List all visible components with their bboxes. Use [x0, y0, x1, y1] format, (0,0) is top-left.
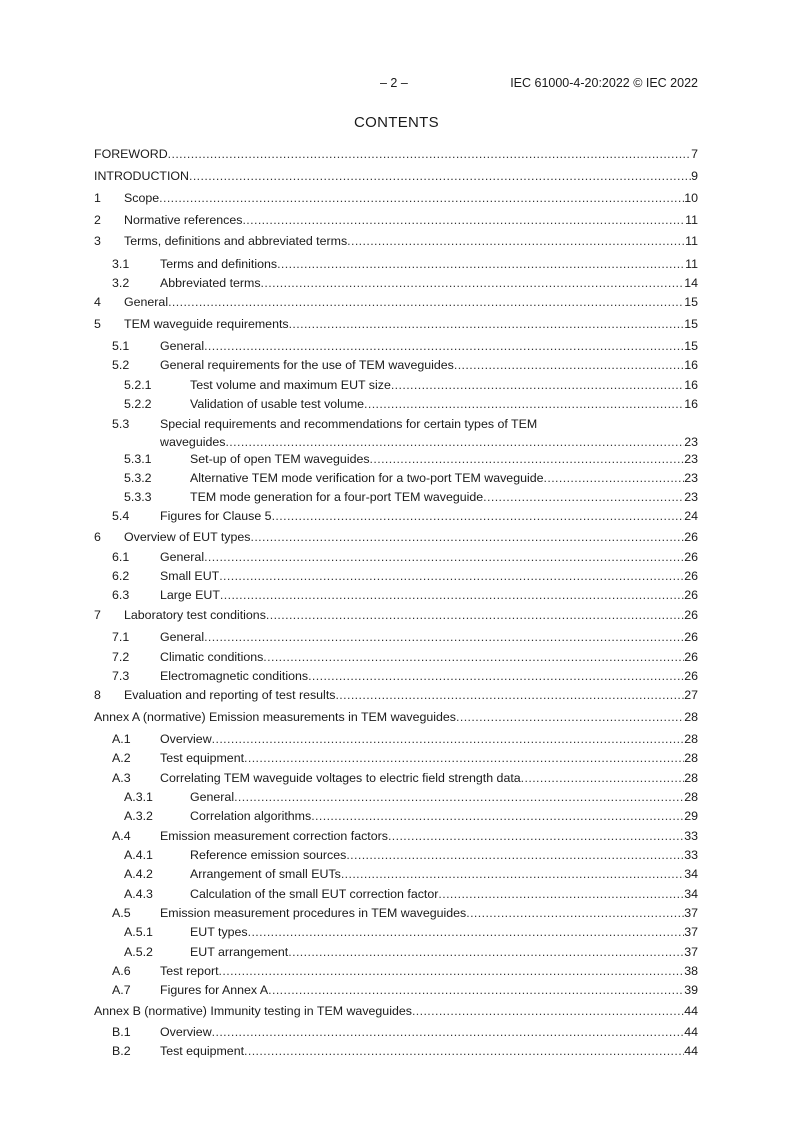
dot-leader	[248, 924, 685, 940]
toc-entry[interactable]	[94, 944, 698, 960]
toc-entry-number: 4	[94, 295, 101, 309]
toc-entry-title: Correlating TEM waveguide voltages to electric field strength data	[160, 771, 521, 785]
toc-entry[interactable]	[94, 190, 698, 206]
toc-entry-number: 7.3	[112, 669, 130, 683]
toc-entry-number: A.7	[112, 983, 131, 997]
dot-leader	[346, 847, 684, 863]
toc-entry-page: 23	[684, 452, 698, 466]
toc-entry-page: 26	[684, 588, 698, 602]
dot-leader	[204, 629, 684, 645]
toc-entry-title: TEM waveguide requirements	[124, 317, 289, 331]
toc-entry-page: 33	[684, 848, 698, 862]
toc-entry-number: 5.2.2	[124, 397, 152, 411]
toc-entry-number: A.4.3	[124, 887, 153, 901]
toc-entry-page: 26	[684, 650, 698, 664]
toc-entry-number: 3.2	[112, 276, 130, 290]
dot-leader	[364, 396, 684, 412]
toc-entry-title: Test volume and maximum EUT size	[190, 378, 391, 392]
toc-entry-page: 44	[684, 1004, 698, 1018]
toc-entry-page: 33	[684, 829, 698, 843]
toc-entry[interactable]	[94, 470, 698, 486]
toc-entry-page: 37	[684, 945, 698, 959]
toc-entry-title: Test equipment	[160, 751, 245, 765]
dot-leader	[347, 233, 685, 249]
toc-entry-title: TEM mode generation for a four-port TEM waveguide	[190, 490, 484, 504]
toc-entry-title: General	[160, 550, 205, 564]
toc-entry[interactable]	[94, 731, 698, 747]
toc-entry[interactable]	[94, 982, 698, 998]
toc-entry[interactable]	[94, 233, 698, 249]
dot-leader	[225, 434, 684, 450]
toc-entry-title: General	[160, 339, 205, 353]
toc-entry-title: Climatic conditions	[160, 650, 264, 664]
toc-entry-page: 15	[684, 317, 698, 331]
toc-entry-number: A.2	[112, 751, 131, 765]
toc-entry-title: Correlation algorithms	[190, 809, 312, 823]
dot-leader	[391, 377, 684, 393]
toc-entry[interactable]	[94, 1024, 698, 1040]
toc-entry-title: Test equipment	[160, 1044, 245, 1058]
toc-entry-title: General requirements for the use of TEM waveguides	[160, 358, 454, 372]
toc-entry-title: EUT types	[190, 925, 248, 939]
toc-entry-number: 3.1	[112, 257, 130, 271]
toc-entry-number: 6.3	[112, 588, 130, 602]
dot-leader	[204, 549, 684, 565]
dot-leader	[335, 687, 684, 703]
dot-leader	[311, 808, 684, 824]
document-id: IEC 61000-4-20:2022 © IEC 2022	[510, 76, 698, 90]
toc-entry-page: 16	[684, 358, 698, 372]
toc-entry-title: Special requirements and recommendations for certain types of TEM	[160, 417, 538, 431]
dot-leader	[483, 489, 684, 505]
toc-entry-page: 34	[684, 887, 698, 901]
toc-entry-number: 5.3.2	[124, 471, 152, 485]
dot-leader	[388, 828, 684, 844]
toc-entry-number: 2	[94, 213, 101, 227]
toc-entry-page: 23	[684, 490, 698, 504]
toc-entry-page: 27	[684, 688, 698, 702]
dot-leader	[412, 1003, 684, 1019]
toc-entry-title: Figures for Clause 5	[160, 509, 272, 523]
toc-entry-page: 28	[684, 751, 698, 765]
toc-entry-page: 11	[685, 257, 698, 271]
toc-entry-title: Terms, definitions and abbreviated terms	[124, 234, 348, 248]
toc-entry-title: Laboratory test conditions	[124, 608, 266, 622]
toc-entry-number: B.1	[112, 1025, 131, 1039]
toc-entry[interactable]	[94, 451, 698, 467]
toc-entry[interactable]	[94, 357, 698, 373]
dot-leader	[456, 709, 684, 725]
toc-entry-number: 6.2	[112, 569, 130, 583]
toc-entry-title: Test report	[160, 964, 219, 978]
dot-leader	[212, 1024, 685, 1040]
dot-leader	[266, 607, 684, 623]
dot-leader	[466, 905, 684, 921]
toc-entry-page: 38	[684, 964, 698, 978]
toc-entry-title: Electromagnetic conditions	[160, 669, 309, 683]
toc-entry[interactable]	[94, 275, 698, 291]
toc-entry[interactable]	[94, 808, 698, 824]
toc-entry-page: 14	[684, 276, 698, 290]
toc-entry[interactable]	[94, 924, 698, 940]
toc-entry[interactable]	[94, 508, 698, 524]
toc-entry-page: 15	[684, 295, 698, 309]
dot-leader	[454, 357, 684, 373]
toc-entry-number: A.3.2	[124, 809, 153, 823]
toc-entry-page: 23	[684, 435, 698, 449]
toc-entry-number: A.6	[112, 964, 131, 978]
toc-entry-number: A.3	[112, 771, 131, 785]
toc-entry-page: 16	[684, 397, 698, 411]
toc-entry-page: 26	[684, 630, 698, 644]
toc-entry-page: 26	[684, 550, 698, 564]
toc-entry-number: 3	[94, 234, 101, 248]
dot-leader	[288, 944, 684, 960]
dot-leader	[521, 770, 685, 786]
toc-entry-number: 5	[94, 317, 101, 331]
dot-leader	[189, 168, 691, 184]
toc-entry-page: 34	[684, 867, 698, 881]
toc-entry-number: 8	[94, 688, 101, 702]
toc-entry-page: 44	[684, 1044, 698, 1058]
toc-entry-title: Annex A (normative) Emission measurements in TEM waveguides	[94, 710, 457, 724]
toc-entry[interactable]	[94, 1043, 698, 1059]
toc-entry[interactable]	[94, 607, 698, 623]
toc-entry[interactable]	[94, 489, 698, 505]
toc-entry-page: 9	[691, 169, 698, 183]
toc-entry[interactable]	[94, 568, 698, 584]
toc-entry[interactable]	[94, 668, 698, 684]
toc-entry-page: 11	[685, 234, 698, 248]
dot-leader	[234, 789, 684, 805]
toc-entry-page: 28	[684, 771, 698, 785]
toc-entry-page: 23	[684, 471, 698, 485]
toc-entry-number: 5.4	[112, 509, 130, 523]
toc-entry-title: Terms and definitions	[160, 257, 278, 271]
toc-entry-title: General	[190, 790, 235, 804]
toc-entry-title: Validation of usable test volume	[190, 397, 365, 411]
toc-entry-page: 28	[684, 732, 698, 746]
toc-entry-number: B.2	[112, 1044, 131, 1058]
toc-entry-number: 5.3	[112, 417, 130, 431]
toc-entry-page: 7	[691, 147, 698, 161]
toc-entry[interactable]	[94, 256, 698, 272]
toc-entry-title: Overview	[160, 732, 212, 746]
toc-entry-page: 10	[684, 191, 698, 205]
dot-leader	[168, 146, 691, 162]
toc-entry-number: 5.3.1	[124, 452, 152, 466]
toc-entry-number: 7.1	[112, 630, 130, 644]
toc-entry-title-continued: waveguides	[160, 435, 226, 449]
dot-leader	[250, 529, 684, 545]
toc-entry[interactable]	[94, 396, 698, 412]
toc-entry-title: Small EUT	[160, 569, 220, 583]
toc-entry[interactable]	[94, 886, 698, 902]
toc-entry[interactable]	[94, 687, 698, 703]
toc-entry-number: A.1	[112, 732, 131, 746]
toc-entry-number: A.3.1	[124, 790, 153, 804]
toc-entry-title: General	[124, 295, 169, 309]
toc-entry-title: Abbreviated terms	[160, 276, 261, 290]
toc-entry-page: 26	[684, 530, 698, 544]
dot-leader	[244, 750, 684, 766]
toc-entry-title: FOREWORD	[94, 147, 168, 161]
dot-leader	[244, 1043, 684, 1059]
toc-entry[interactable]	[94, 750, 698, 766]
toc-entry-page: 39	[684, 983, 698, 997]
toc-entry[interactable]	[94, 905, 698, 921]
toc-entry-number: A.4.2	[124, 867, 153, 881]
dot-leader	[212, 731, 685, 747]
toc-entry-title: Annex B (normative) Immunity testing in TEM waveguides	[94, 1004, 412, 1018]
dot-leader	[242, 212, 685, 228]
toc-entry[interactable]	[94, 549, 698, 565]
toc-entry-number: 5.3.3	[124, 490, 152, 504]
toc-entry-page: 26	[684, 569, 698, 583]
toc-entry-number: 6	[94, 530, 101, 544]
toc-entry-number: A.5	[112, 906, 131, 920]
toc-entry-number: A.4.1	[124, 848, 153, 862]
toc-entry[interactable]	[94, 629, 698, 645]
toc-entry-number: 1	[94, 191, 101, 205]
dot-leader	[263, 649, 684, 665]
toc-entry-number: 5.2.1	[124, 378, 152, 392]
toc-entry-page: 24	[684, 509, 698, 523]
toc-entry[interactable]	[94, 529, 698, 545]
toc-entry[interactable]	[94, 866, 698, 882]
toc-entry[interactable]	[94, 294, 698, 310]
toc-entry-page: 28	[684, 790, 698, 804]
dot-leader	[204, 338, 684, 354]
toc-entry-title: INTRODUCTION	[94, 169, 189, 183]
dot-leader	[219, 568, 684, 584]
toc-entry-title: Overview of EUT types	[124, 530, 251, 544]
page-number: – 2 –	[380, 76, 408, 90]
dot-leader	[289, 316, 685, 332]
toc-entry[interactable]	[94, 338, 698, 354]
dot-leader	[220, 587, 684, 603]
toc-entry-number: A.4	[112, 829, 131, 843]
dot-leader	[168, 294, 684, 310]
toc-entry-title: Arrangement of small EUTs	[190, 867, 341, 881]
dot-leader	[308, 668, 684, 684]
toc-entry-title: Scope	[124, 191, 160, 205]
toc-entry-number: 5.2	[112, 358, 130, 372]
dot-leader	[272, 508, 685, 524]
toc-entry-title: Normative references	[124, 213, 243, 227]
toc-entry[interactable]	[94, 770, 698, 786]
dot-leader	[370, 451, 685, 467]
toc-entry[interactable]	[94, 212, 698, 228]
dot-leader	[159, 190, 684, 206]
toc-entry-page: 44	[684, 1025, 698, 1039]
toc-entry-title: EUT arrangement	[190, 945, 289, 959]
toc-entry-title: Alternative TEM mode verification for a two-port TEM waveguide	[190, 471, 544, 485]
toc-entry-title: Emission measurement correction factors	[160, 829, 388, 843]
toc-entry-page: 37	[684, 925, 698, 939]
page-title: CONTENTS	[354, 114, 439, 131]
dot-leader	[268, 982, 684, 998]
toc-entry-page: 26	[684, 669, 698, 683]
toc-entry-title: Figures for Annex A	[160, 983, 269, 997]
toc-entry[interactable]	[94, 847, 698, 863]
toc-entry-title: Set-up of open TEM waveguides	[190, 452, 370, 466]
toc-entry[interactable]	[94, 146, 698, 162]
toc-entry[interactable]	[94, 709, 698, 725]
toc-entry-page: 28	[684, 710, 698, 724]
dot-leader	[341, 866, 684, 882]
toc-entry[interactable]	[94, 416, 698, 449]
toc-entry-page: 26	[684, 608, 698, 622]
dot-leader	[261, 275, 685, 291]
dot-leader	[277, 256, 685, 272]
toc-entry-page: 15	[684, 339, 698, 353]
toc-entry-number: 7.2	[112, 650, 130, 664]
toc-entry-title: Large EUT	[160, 588, 220, 602]
toc-entry-page: 37	[684, 906, 698, 920]
toc-entry-page: 16	[684, 378, 698, 392]
toc-entry[interactable]	[94, 587, 698, 603]
toc-entry[interactable]	[94, 168, 698, 184]
toc-entry[interactable]	[94, 828, 698, 844]
toc-entry-number: 5.1	[112, 339, 130, 353]
dot-leader	[438, 886, 684, 902]
toc-entry-title: Calculation of the small EUT correction factor	[190, 887, 439, 901]
toc-entry-title: General	[160, 630, 205, 644]
toc-entry[interactable]	[94, 963, 698, 979]
toc-entry-title: Evaluation and reporting of test results	[124, 688, 336, 702]
dot-leader	[544, 470, 685, 486]
toc-entry[interactable]	[94, 789, 698, 805]
toc-entry-title: Reference emission sources	[190, 848, 347, 862]
toc-entry[interactable]	[94, 649, 698, 665]
toc-entry[interactable]	[94, 316, 698, 332]
toc-entry-number: 6.1	[112, 550, 130, 564]
toc-entry-page: 29	[684, 809, 698, 823]
toc-entry-title: Overview	[160, 1025, 212, 1039]
toc-entry-number: A.5.1	[124, 925, 153, 939]
toc-entry-number: A.5.2	[124, 945, 153, 959]
toc-entry[interactable]	[94, 1003, 698, 1019]
dot-leader	[219, 963, 685, 979]
toc-entry-page: 11	[685, 213, 698, 227]
toc-entry-number: 7	[94, 608, 101, 622]
toc-entry-title: Emission measurement procedures in TEM waveguides	[160, 906, 467, 920]
toc-entry[interactable]	[94, 377, 698, 393]
